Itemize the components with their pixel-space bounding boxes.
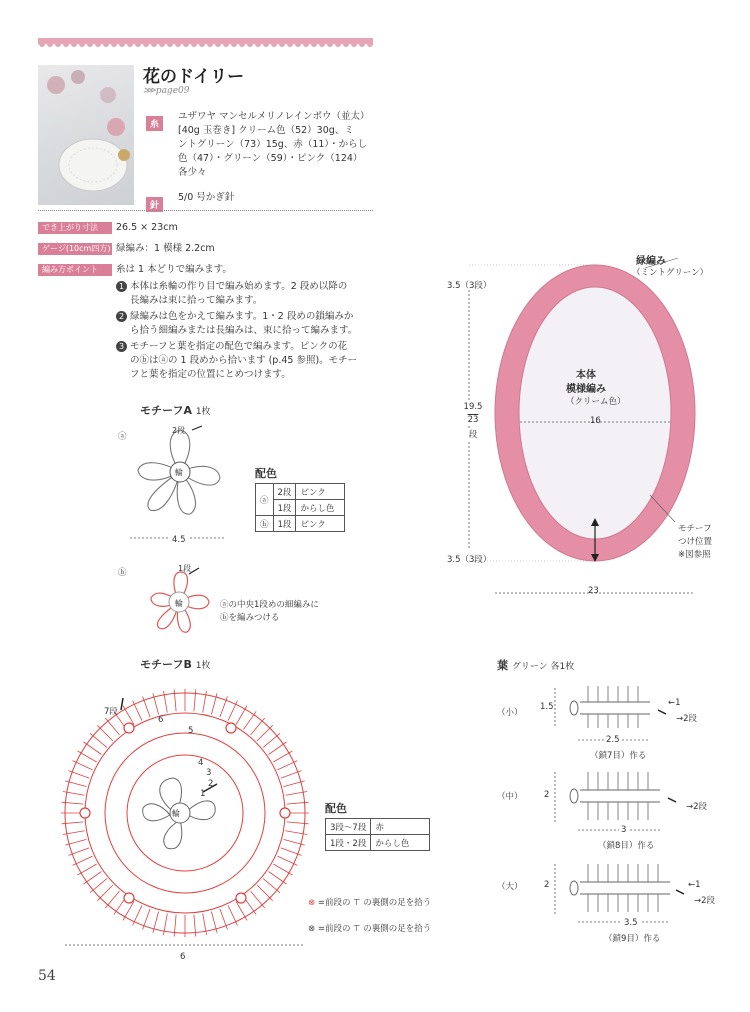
stitch-ray xyxy=(287,822,309,824)
yarn-description xyxy=(178,110,378,180)
height-unit: 段 xyxy=(460,428,486,440)
leaf-chain: （鎖8目）作る xyxy=(598,841,655,851)
stitch-ray xyxy=(97,725,113,741)
instruction-step-3 xyxy=(116,340,381,382)
section-divider xyxy=(38,210,373,211)
color-row-label: 1段 xyxy=(273,500,296,516)
stitch-ray xyxy=(61,822,83,824)
motif-b-width: 6 xyxy=(180,952,186,962)
color-key: ⓑ xyxy=(256,516,274,532)
motif-b-title: モチーフB xyxy=(140,658,192,671)
step-number: 1 xyxy=(116,281,127,292)
row-label: 5 xyxy=(188,726,194,736)
stitch-ray xyxy=(73,761,93,770)
stitch-ray xyxy=(73,856,93,865)
leaf-medium-chart xyxy=(550,768,680,838)
height-rows: 23 xyxy=(460,415,486,425)
color-value: からし色 xyxy=(371,835,430,851)
stitch-ray xyxy=(228,701,237,721)
inner-width: 16 xyxy=(590,416,601,426)
motif-b-color-table xyxy=(325,818,430,851)
motif-a-width: 4.5 xyxy=(172,535,186,545)
leaf-width: 3.5 xyxy=(624,918,638,928)
leaves-heading xyxy=(497,657,574,673)
color-row xyxy=(256,516,345,532)
motif-note-1: モチーフ xyxy=(678,524,712,534)
outer-width: 23 xyxy=(588,586,599,596)
doily-photo xyxy=(38,65,134,205)
leaf-row-1: ←1 xyxy=(688,880,701,890)
motif-note-3: ※図参照 xyxy=(678,550,711,560)
gauge-label: ゲージ(10cm四方) xyxy=(38,243,112,255)
yarn-line: 色（47）・グリーン（59）・ピンク（124） xyxy=(178,153,363,164)
body-pattern: 模様編み xyxy=(566,384,606,395)
stitch-ray xyxy=(194,689,196,711)
body-sub: （クリーム色） xyxy=(566,397,626,407)
row-label: 1 xyxy=(200,789,206,799)
motif-a-row1: 1段 xyxy=(178,564,192,573)
stitch-ray xyxy=(194,915,196,937)
top-rows: 3.5（3段） xyxy=(447,281,492,291)
stitch-ray xyxy=(257,885,273,901)
page-reference: ⋙page09 xyxy=(143,86,190,96)
row-label: 3 xyxy=(206,768,212,778)
leaf-row-2: →2段 xyxy=(676,714,698,724)
color-row-label: 1段 xyxy=(273,516,296,532)
joint-marker xyxy=(124,893,134,903)
points-label: 編み方ポイント xyxy=(38,264,112,276)
joint-marker xyxy=(80,808,90,818)
page-number: 54 xyxy=(38,968,56,984)
stitch-ray xyxy=(257,725,273,741)
yarn-label: 糸 xyxy=(146,116,163,131)
stitch-ray xyxy=(105,891,119,908)
stitch-ray xyxy=(123,706,134,725)
doily-photo-illustration xyxy=(38,65,134,205)
points-intro: 糸は 1 本どりで編みます。 xyxy=(116,264,232,275)
motif-a-count: 1枚 xyxy=(195,407,211,417)
stitch-ray xyxy=(263,733,280,747)
body-title: 本体 xyxy=(576,370,596,381)
crossed-circle-icon: ⊗ xyxy=(308,898,316,908)
color-row-label: 2段 xyxy=(273,484,296,500)
stitch-ray xyxy=(236,706,247,725)
row-label: 4 xyxy=(198,758,204,768)
stitch-ray xyxy=(78,864,97,875)
motif-b-count: 1枚 xyxy=(195,661,211,671)
color-row xyxy=(256,484,345,500)
motif-note-2: つけ位置 xyxy=(678,537,713,547)
step-number: 3 xyxy=(116,341,127,352)
leaf-row-2: →2段 xyxy=(686,802,708,812)
color-value: 赤 xyxy=(371,819,430,835)
row-label: 7段 xyxy=(104,707,118,717)
leaves-subtitle: グリーン 各1枚 xyxy=(511,662,575,672)
leaf-chain: （鎖7目）作る xyxy=(590,751,647,761)
step-line: モチーフと葉を指定の配色で編みます。ピンクの花 xyxy=(130,341,348,352)
center-petal xyxy=(143,804,170,821)
motif-a-mark-a: ⓐ xyxy=(118,432,127,442)
joint-marker xyxy=(124,723,134,733)
yarn-line: ントグリーン（73）15g、赤（11）・からし xyxy=(178,139,368,150)
stitch-ray xyxy=(90,879,107,893)
motif-a-note-2: ⓑを編みつける xyxy=(220,613,280,623)
motif-a-small-ring: 輪 xyxy=(175,599,183,608)
joint-marker xyxy=(236,893,246,903)
step-line: 緑編みは色をかえて編みます。1・2 段めの鎖編みか xyxy=(130,311,354,322)
legend-1-text: =前段の ⊤ の裏側の足を拾う xyxy=(317,898,432,908)
color-row xyxy=(326,835,430,851)
step-line: ら拾う細編みまたは長編みは、束に拾って編みます。 xyxy=(130,325,358,336)
leaf-width: 3 xyxy=(621,825,627,835)
step-line: 本体は糸輪の作り目で編み始めます。2 段め以降の xyxy=(130,281,348,292)
leaf-row-2: →2段 xyxy=(694,896,716,906)
leaf-size: （中） xyxy=(497,792,523,802)
color-value: ピンク xyxy=(296,516,345,532)
joint-marker xyxy=(280,808,290,818)
stitch-ray xyxy=(277,856,297,865)
leaf-width: 2.5 xyxy=(606,735,620,745)
motif-a-row2: 2段 xyxy=(172,426,186,435)
color-value: ピンク xyxy=(296,484,345,500)
yarn-line: 各少々 xyxy=(178,167,207,178)
leaf-chain: （鎖9目）作る xyxy=(604,934,661,944)
row-label: 2 xyxy=(208,779,214,789)
step-number: 2 xyxy=(116,311,127,322)
page-title: 花のドイリー xyxy=(143,67,245,87)
stitch-ray xyxy=(236,901,247,920)
stitch-ray xyxy=(105,718,119,735)
joint-marker xyxy=(226,723,236,733)
header-lace-border xyxy=(38,38,373,48)
stitch-ray xyxy=(263,879,280,893)
gauge-value: 緑編み：1 模様 2.2cm xyxy=(116,243,215,254)
stitch-ray xyxy=(83,742,101,755)
stitch-ray xyxy=(277,761,297,770)
height-cm: 19.5 xyxy=(460,402,486,412)
needle-label: 針 xyxy=(146,197,163,212)
stitch-ray xyxy=(269,742,287,755)
color-row xyxy=(326,819,430,835)
motif-a-ring: 輪 xyxy=(175,468,183,477)
stitch-ray xyxy=(244,711,257,729)
step-line: フと葉を指定の位置にとめつけます。 xyxy=(130,369,291,380)
stitch-ray xyxy=(133,905,142,925)
color-row-label: 1段・2段 xyxy=(326,835,371,851)
crossed-circle-dark-icon: ⊗ xyxy=(308,924,316,934)
legend-1 xyxy=(308,896,431,908)
stitch-ray xyxy=(83,872,101,885)
motif-a-color-table xyxy=(255,483,345,532)
edge-title: 緑編み xyxy=(636,256,666,267)
motif-b-color-title: 配色 xyxy=(325,802,347,815)
motif-a-title: モチーフA xyxy=(140,404,192,417)
motif-a-heading xyxy=(140,402,211,418)
center-petal xyxy=(164,820,182,849)
stitch-ray xyxy=(78,751,97,762)
motif-b-ring: 輪 xyxy=(172,809,180,818)
stitch-ray xyxy=(123,901,134,920)
stitch-ray xyxy=(174,915,176,937)
stitch-ray xyxy=(287,802,309,804)
leaf-height: 1.5 xyxy=(540,702,554,712)
stitch-ray xyxy=(273,751,292,762)
leaf-large-chart xyxy=(550,860,690,930)
yarn-label-box xyxy=(146,112,163,131)
needle-value: 5/0 号かぎ針 xyxy=(178,192,235,203)
motif-b-heading xyxy=(140,656,210,672)
leaves-title: 葉 xyxy=(497,659,508,672)
leaf-row-1: ←1 xyxy=(668,698,681,708)
stitch-ray xyxy=(251,718,265,735)
bottom-rows: 3.5（3段） xyxy=(447,555,492,565)
instruction-step-1 xyxy=(116,280,381,308)
leaf-size: （小） xyxy=(497,708,523,718)
stitch-ray xyxy=(133,701,142,721)
step-line: のⓑはⓐの 1 段めから拾います (p.45 参照)。モチー xyxy=(130,355,358,366)
legend-2 xyxy=(308,922,431,934)
instruction-step-2 xyxy=(116,310,381,338)
color-key: ⓐ xyxy=(256,484,274,516)
size-value: 26.5 × 23cm xyxy=(116,222,178,233)
stitch-ray xyxy=(269,872,287,885)
size-label: でき上がり寸法 xyxy=(38,222,112,234)
step-line: 長編みは束に拾って編みます。 xyxy=(130,295,263,306)
legend-2-text: =前段の ⊤ の裏側の足を拾う xyxy=(317,924,432,934)
edge-sub: （ミントグリーン） xyxy=(632,268,709,278)
stitch-ray xyxy=(61,802,83,804)
stitch-ray xyxy=(90,733,107,747)
motif-a-flower-chart xyxy=(118,420,248,540)
stitch-ray xyxy=(97,885,113,901)
motif-a-mark-b: ⓑ xyxy=(118,568,127,578)
stitch-ray xyxy=(174,689,176,711)
color-value: からし色 xyxy=(296,500,345,516)
body-center xyxy=(519,287,671,539)
yarn-line: [40g 玉巻き] クリーム色（52）30g、ミ xyxy=(178,125,354,136)
stitch-ray xyxy=(228,905,237,925)
motif-b-chart xyxy=(55,680,320,955)
leaf-size: （大） xyxy=(497,882,523,892)
row-label: 6 xyxy=(158,715,164,725)
color-row-label: 3段〜7段 xyxy=(326,819,371,835)
yarn-line: ユザワヤ マンセルメリノレインボウ（並太） xyxy=(178,111,370,122)
motif-a-color-title: 配色 xyxy=(255,467,277,480)
leaf-height: 2 xyxy=(544,790,550,800)
stitch-ray xyxy=(273,864,292,875)
stitch-ray xyxy=(251,891,265,908)
leaf-height: 2 xyxy=(544,880,550,890)
motif-a-note-1: ⓐの中央1段めの細編みに xyxy=(220,600,319,610)
